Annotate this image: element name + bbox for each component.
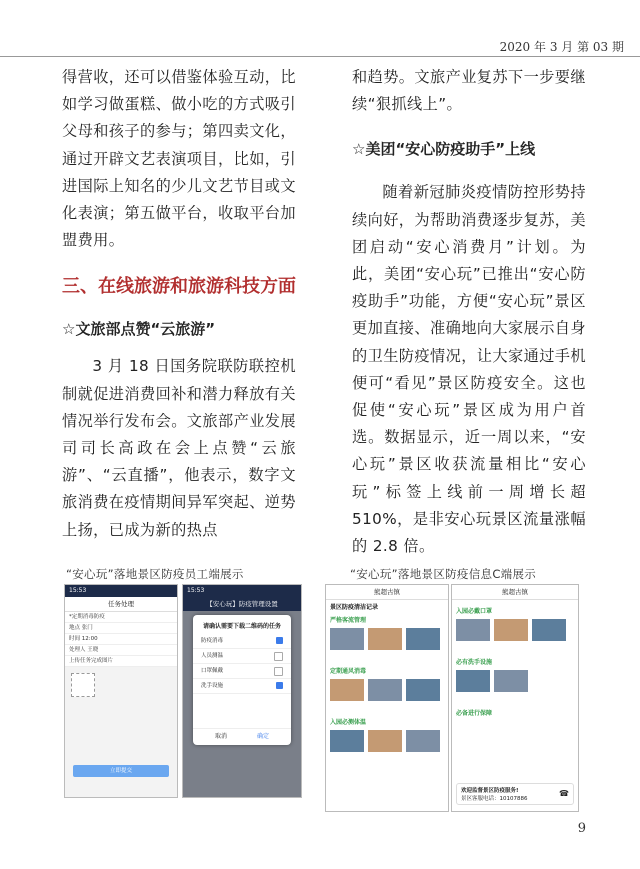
photo-thumbnail [494, 619, 528, 641]
photo-row [326, 677, 448, 705]
section-heading: 三、在线旅游和旅游科技方面 [62, 276, 296, 298]
photo-row [452, 617, 578, 645]
photo-row [326, 728, 448, 756]
right-subheading: ☆美团“安心防疫助手”上线 [352, 140, 536, 159]
screen-title: 任务处理 [65, 597, 177, 612]
dialog-option: 洗手设施 [193, 679, 291, 694]
photo-thumbnail [368, 628, 402, 650]
form-row: 地点 张门 [65, 623, 177, 634]
checkbox-icon [274, 667, 283, 676]
contact-card [456, 783, 574, 805]
issue-label: 2020 年 3 月 第 03 期 [499, 40, 624, 54]
caption-right: “安心玩”落地景区防疫信息C端展示 [350, 567, 537, 581]
page-number: 9 [577, 821, 586, 836]
phone-screenshot-staff-task [64, 584, 178, 798]
cancel-button: 取消 [215, 733, 228, 740]
photo-thumbnail [330, 679, 364, 701]
checkbox-icon [274, 652, 283, 661]
header-rule [0, 56, 640, 57]
qr-task-dialog [193, 615, 291, 745]
right-paragraph-2: 随着新冠肺炎疫情防控形势持续向好，为帮助消费逐步复苏，美团启动“安心消费月”计划。为此，美团“安心玩”已推出“安心防疫助手”功能，方便“安心玩”景区更加直接、准确地向大家展示自身的卫生防疫情况，让大家通过手机便可“看见”景区防疫安全。这也促使“安心玩”景区成为用户首选。数据显示，近一周以来，“安心玩”景区收获流量相比“安心玩”标签上线前一周增长超 510%，是非安心玩景区流量涨幅的 2.8 倍。 [352, 183, 586, 556]
photo-thumbnail [532, 619, 566, 641]
record-item: 入园必测体温 [330, 719, 367, 726]
form-row: *定期消毒防疫 [65, 612, 177, 623]
upload-image-icon [71, 673, 95, 697]
photo-thumbnail [368, 679, 402, 701]
record-item: 严格客流管理 [330, 617, 367, 624]
photo-thumbnail [456, 670, 490, 692]
caption-left: “安心玩”落地景区防疫员工端展示 [66, 567, 244, 581]
dialog-title: 请确认需要下载二维码的任务 [202, 623, 281, 630]
contact-title: 欢迎监督景区防疫服务! [461, 788, 519, 794]
form-row: 上传任务完成图片 [65, 656, 177, 667]
phone-screenshot-cleaning-record [325, 584, 449, 812]
dialog-option: 防疫消毒 [193, 634, 291, 649]
dialog-footer [193, 728, 291, 745]
phone-icon: ☎ [559, 789, 569, 798]
right-column [352, 64, 586, 560]
left-paragraph-2: 3 月 18 日国务院联防联控机制就促进消费回补和潜力释放有关情况举行发布会。文旅部产业发展司司长高政在会上点赞“云旅游”、“云直播”，他表示，数字文旅消费在疫情期间异军突起、逆势上扬，已成为新的热点 [62, 357, 296, 539]
photo-thumbnail [456, 619, 490, 641]
status-bar: 15:53 [65, 585, 177, 597]
phone-screenshot-settings-dialog [182, 584, 302, 798]
checkbox-checked-icon [276, 637, 283, 644]
photo-thumbnail [494, 670, 528, 692]
photo-row [452, 668, 578, 696]
status-bar: 15:53 [183, 585, 301, 597]
photo-thumbnail [368, 730, 402, 752]
left-paragraph-1: 得营收，还可以借鉴体验互动，比如学习做蛋糕、做小吃的方式吸引父母和孩子的参与；第四卖文化，通过开辟文艺表演项目，比如，引进国际上知名的少儿文艺节目或文化表演；第五做平台，收取平台加盟费用。 [62, 68, 296, 250]
photo-thumbnail [406, 730, 440, 752]
photo-row [326, 626, 448, 654]
info-item: 必备进行保障 [456, 710, 493, 717]
photo-thumbnail [406, 628, 440, 650]
dialog-option: 人员测温 [193, 649, 291, 664]
left-column [62, 64, 296, 544]
photo-thumbnail [330, 730, 364, 752]
dialog-option: 口罩佩戴 [193, 664, 291, 679]
form-row: 时间 12:00 [65, 634, 177, 645]
record-item: 定期通风消毒 [330, 668, 367, 675]
screen-title: 熊超古镇 [326, 585, 448, 600]
confirm-button: 确定 [256, 733, 269, 740]
form-row: 处理人 王晓 [65, 645, 177, 656]
screen-title: 【安心玩】防疫管理设置 [183, 597, 301, 611]
checkbox-checked-icon [276, 682, 283, 689]
record-heading: 景区防疫清洁记录 [330, 604, 379, 611]
contact-phone: 景区客服电话：10107886 [461, 796, 528, 802]
page-header [0, 0, 640, 56]
info-item: 入园必戴口罩 [456, 608, 493, 615]
screen-title: 熊超古镇 [452, 585, 578, 600]
photo-thumbnail [406, 679, 440, 701]
phone-screenshot-visitor-info [451, 584, 579, 812]
photo-thumbnail [330, 628, 364, 650]
info-item: 必有洗手设施 [456, 659, 493, 666]
left-subheading: ☆文旅部点赞“云旅游” [62, 320, 216, 339]
submit-button: 立即提交 [73, 765, 169, 777]
right-paragraph-1: 和趋势。文旅产业复苏下一步要继续“狠抓线上”。 [352, 68, 586, 114]
